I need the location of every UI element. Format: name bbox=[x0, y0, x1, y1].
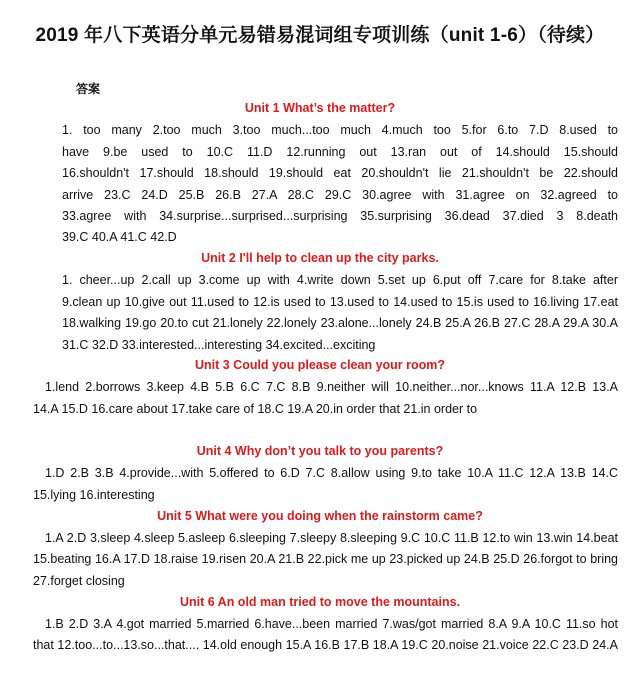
unit-1-line-5: 33.agree with 34.surprise...surprised...surprising 35.surprising 36.dead 37.died 3 8.death bbox=[62, 209, 618, 223]
unit-2-line-3: 18.walking 19.go 20.to cut 21.lonely 22.lonely 23.alone...lonely 24.B 25.A 26.B 27.C 28.A 29.A 30.A bbox=[62, 316, 618, 330]
unit-4-heading: Unit 4 Why don’t you talk to you parents? bbox=[196, 444, 444, 458]
unit-6-heading: Unit 6 An old man tried to move the mountains. bbox=[179, 595, 461, 609]
unit-2-line-4: 31.C 32.D 33.interested...interesting 34.excited...exciting bbox=[62, 338, 376, 352]
unit-4-line-1: 1.D 2.B 3.B 4.provide...with 5.offered to 6.D 7.C 8.allow using 9.to take 10.A 11.C 12.A 13.B 14.C bbox=[45, 466, 618, 480]
unit-3-line-1: 1.lend 2.borrows 3.keep 4.B 5.B 6.C 7.C 8.B 9.neither will 10.neither...nor...knows 11.A 12.B 13.A bbox=[45, 380, 618, 394]
unit-1-line-6: 39.C 40.A 41.C 42.D bbox=[62, 230, 177, 244]
unit-5-line-2: 15.beating 16.A 17.D 18.raise 19.risen 20.A 21.B 22.pick me up 23.picked up 24.B 25.D 26.forgot to bring bbox=[33, 552, 618, 566]
unit-6-line-2: that 12.too...to...13.so...that.... 14.old enough 15.A 16.B 17.B 18.A 19.C 20.noise 21.voice 22.C 23.D 24.A bbox=[33, 638, 618, 652]
unit-1-line-1: 1. too many 2.too much 3.too much...too much 4.much too 5.for 6.to 7.D 8.used to bbox=[62, 123, 618, 137]
unit-3-heading: Unit 3 Could you please clean your room? bbox=[194, 358, 446, 372]
unit-1-line-3: 16.shouldn't 17.should 18.should 19.should eat 20.shouldn't lie 21.shouldn't be 22.should bbox=[62, 166, 618, 180]
unit-2-heading: Unit 2 I'll help to clean up the city parks. bbox=[201, 251, 439, 265]
unit-5-line-1: 1.A 2.D 3.sleep 4.sleep 5.asleep 6.sleeping 7.sleepy 8.sleeping 9.C 10.C 11.B 12.to win 13.win 14.beat bbox=[45, 531, 618, 545]
unit-1-line-4: arrive 23.C 24.D 25.B 26.B 27.A 28.C 29.C 30.agree with 31.agree on 32.agreed to bbox=[62, 188, 618, 202]
unit-3-line-2: 14.A 15.D 16.care about 17.take care of 18.C 19.A 20.in order that 21.in order to bbox=[33, 402, 478, 416]
unit-6-line-1: 1.B 2.D 3.A 4.got married 5.married 6.have...been married 7.was/got married 8.A 9.A 10.C 11.so hot bbox=[45, 617, 618, 631]
unit-5-heading: Unit 5 What were you doing when the rainstorm came? bbox=[157, 509, 483, 523]
answer-label: 答案 bbox=[76, 82, 101, 96]
unit-4-line-2: 15.lying 16.interesting bbox=[33, 488, 155, 502]
unit-2-line-2: 9.clean up 10.give out 11.used to 12.is used to 13.used to 14.used to 15.is used to 16.living 17.eat bbox=[62, 295, 618, 309]
unit-1-line-2: have 9.be used to 10.C 11.D 12.running out 13.ran out of 14.should 15.should bbox=[62, 145, 618, 159]
document-title: 2019 年八下英语分单元易错易混词组专项训练（unit 1-6）（待续） bbox=[35, 25, 605, 46]
unit-2-line-1: 1. cheer...up 2.call up 3.come up with 4.write down 5.set up 6.put off 7.care for 8.take after bbox=[62, 273, 618, 287]
unit-5-line-3: 27.forget closing bbox=[33, 574, 125, 588]
unit-1-heading: Unit 1 What’s the matter? bbox=[244, 101, 396, 115]
